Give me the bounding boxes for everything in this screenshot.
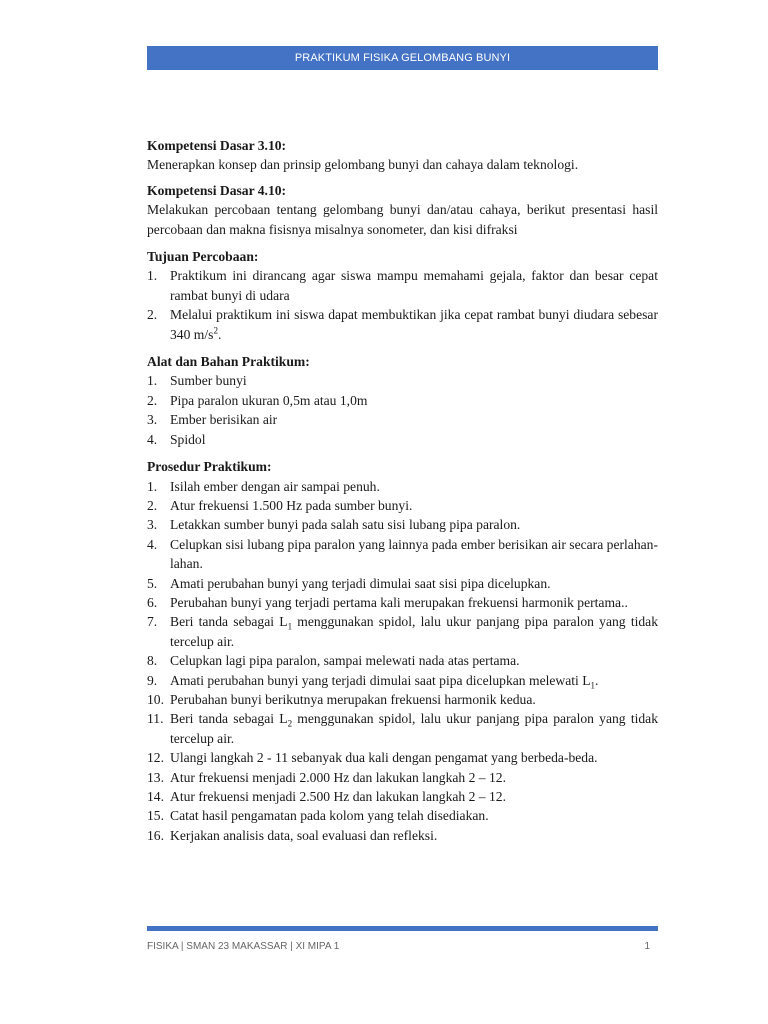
list-text: Melalui praktikum ini siswa dapat membuktikan jika cepat rambat bunyi diudara sebesar 340 m/s <box>170 307 658 342</box>
list-item <box>147 651 658 670</box>
list-text: Atur frekuensi menjadi 2.000 Hz dan lakukan langkah 2 – 12. <box>170 769 506 785</box>
list-text: Amati perubahan bunyi yang terjadi dimulai saat pipa dicelupkan melewati L <box>170 672 591 688</box>
list-number: 14. <box>147 789 164 804</box>
list-item <box>147 515 658 534</box>
prosedur-heading: Prosedur Praktikum: <box>147 459 272 475</box>
list-item <box>147 430 658 449</box>
list-number: 2. <box>147 307 158 323</box>
subscript: 1 <box>287 622 293 633</box>
list-item <box>147 574 658 593</box>
list-text: Ulangi langkah 2 - 11 sebanyak dua kali dengan pengamat yang berbeda-beda. <box>170 750 598 766</box>
header-title: PRAKTIKUM FISIKA GELOMBANG BUNYI <box>294 52 511 64</box>
document-body <box>147 136 658 853</box>
list-item <box>147 787 658 806</box>
list-item <box>147 477 658 496</box>
list-number: 16. <box>147 827 164 843</box>
list-item <box>147 612 658 651</box>
list-text: Perubahan bunyi yang terjadi pertama kali merupakan frekuensi harmonik pertama.. <box>170 594 628 610</box>
kd-4-10-heading: Kompetensi Dasar 4.10: <box>147 182 287 198</box>
list-item <box>147 709 658 748</box>
alat-section <box>147 352 658 449</box>
list-text: Ember berisikan air <box>170 412 278 428</box>
list-text: Perubahan bunyi berikutnya merupakan frekuensi harmonik kedua. <box>170 691 536 707</box>
list-text: Amati perubahan bunyi yang terjadi dimulai saat sisi pipa dicelupkan. <box>170 575 551 591</box>
footer <box>147 941 658 952</box>
list-item <box>147 371 658 390</box>
list-number: 4. <box>147 431 158 447</box>
page-number: 1 <box>644 941 650 952</box>
list-number: 6. <box>147 594 158 610</box>
kd-3-10-heading: Kompetensi Dasar 3.10: <box>147 138 287 153</box>
list-text: Beri tanda sebagai L <box>170 711 288 727</box>
kd-4-10-text: Melakukan percobaan tentang gelombang bunyi dan/atau cahaya, berikut presentasi hasil percobaan dan makna fisisnya misalnya sonometer, dan kisi difraksi <box>147 202 658 237</box>
list-number: 4. <box>147 536 158 552</box>
list-text: Letakkan sumber bunyi pada salah satu sisi lubang pipa paralon. <box>170 517 521 533</box>
list-text-after: . <box>595 672 599 688</box>
subscript: 2 <box>287 719 293 730</box>
footer-label: FISIKA | SMAN 23 MAKASSAR | XI MIPA 1 <box>147 941 340 952</box>
footer-bar <box>147 926 658 931</box>
list-item <box>147 690 658 709</box>
list-number: 2. <box>147 392 158 408</box>
list-item <box>147 748 658 767</box>
list-item <box>147 410 658 429</box>
list-text: Beri tanda sebagai L <box>170 614 288 630</box>
kd-4-10-section <box>147 181 658 239</box>
list-item <box>147 806 658 825</box>
list-item <box>147 671 658 690</box>
header-bar <box>147 46 658 70</box>
list-text: Atur frekuensi menjadi 2.500 Hz dan lakukan langkah 2 – 12. <box>170 789 506 804</box>
list-item <box>147 593 658 612</box>
list-number: 3. <box>147 412 158 428</box>
list-text-after: menggunakan spidol, lalu ukur panjang pipa paralon yang tidak tercelup air. <box>170 711 658 746</box>
subscript: 1 <box>590 680 596 691</box>
list-item <box>147 391 658 410</box>
list-text: Atur frekuensi 1.500 Hz pada sumber bunyi. <box>170 497 413 513</box>
list-number: 3. <box>147 517 158 533</box>
list-text: Praktikum ini dirancang agar siswa mampu memahami gejala, faktor dan besar cepat rambat bunyi di udara <box>170 268 658 303</box>
superscript: 2 <box>213 325 218 336</box>
list-number: 1. <box>147 373 158 389</box>
list-number: 8. <box>147 653 158 669</box>
list-item <box>147 826 658 845</box>
list-item <box>147 535 658 574</box>
prosedur-list <box>147 477 658 846</box>
list-text: Celupkan lagi pipa paralon, sampai melewati nada atas pertama. <box>170 653 520 669</box>
list-text: Spidol <box>170 431 206 447</box>
list-item <box>147 768 658 787</box>
list-number: 7. <box>147 614 158 630</box>
list-number: 9. <box>147 672 158 688</box>
tujuan-heading: Tujuan Percobaan: <box>147 249 259 265</box>
alat-heading: Alat dan Bahan Praktikum: <box>147 354 310 370</box>
list-text: Kerjakan analisis data, soal evaluasi dan refleksi. <box>170 827 438 843</box>
list-item <box>147 305 658 344</box>
list-text: Sumber bunyi <box>170 373 247 389</box>
list-text: Isilah ember dengan air sampai penuh. <box>170 478 380 494</box>
list-text: Catat hasil pengamatan pada kolom yang telah disediakan. <box>170 808 489 824</box>
list-number: 13. <box>147 769 164 785</box>
prosedur-section <box>147 457 658 845</box>
kd-3-10-text: Menerapkan konsep dan prinsip gelombang bunyi dan cahaya dalam teknologi. <box>147 157 579 173</box>
list-text-after: menggunakan spidol, lalu ukur panjang pipa paralon yang tidak tercelup air. <box>170 614 658 649</box>
alat-list <box>147 371 658 449</box>
list-number: 1. <box>147 268 158 284</box>
list-number: 10. <box>147 691 164 707</box>
tujuan-list <box>147 266 658 344</box>
list-number: 15. <box>147 808 164 824</box>
list-number: 12. <box>147 750 164 766</box>
kd-3-10-section <box>147 136 658 175</box>
list-text: Pipa paralon ukuran 0,5m atau 1,0m <box>170 392 368 408</box>
list-item <box>147 266 658 305</box>
list-number: 1. <box>147 478 158 494</box>
tujuan-section <box>147 247 658 344</box>
list-text: Celupkan sisi lubang pipa paralon yang lainnya pada ember berisikan air secara perlahan-lahan. <box>170 536 658 572</box>
list-number: 5. <box>147 575 158 591</box>
list-number: 11. <box>147 711 164 727</box>
list-text-after: . <box>217 326 222 342</box>
list-item <box>147 496 658 515</box>
list-number: 2. <box>147 497 158 513</box>
